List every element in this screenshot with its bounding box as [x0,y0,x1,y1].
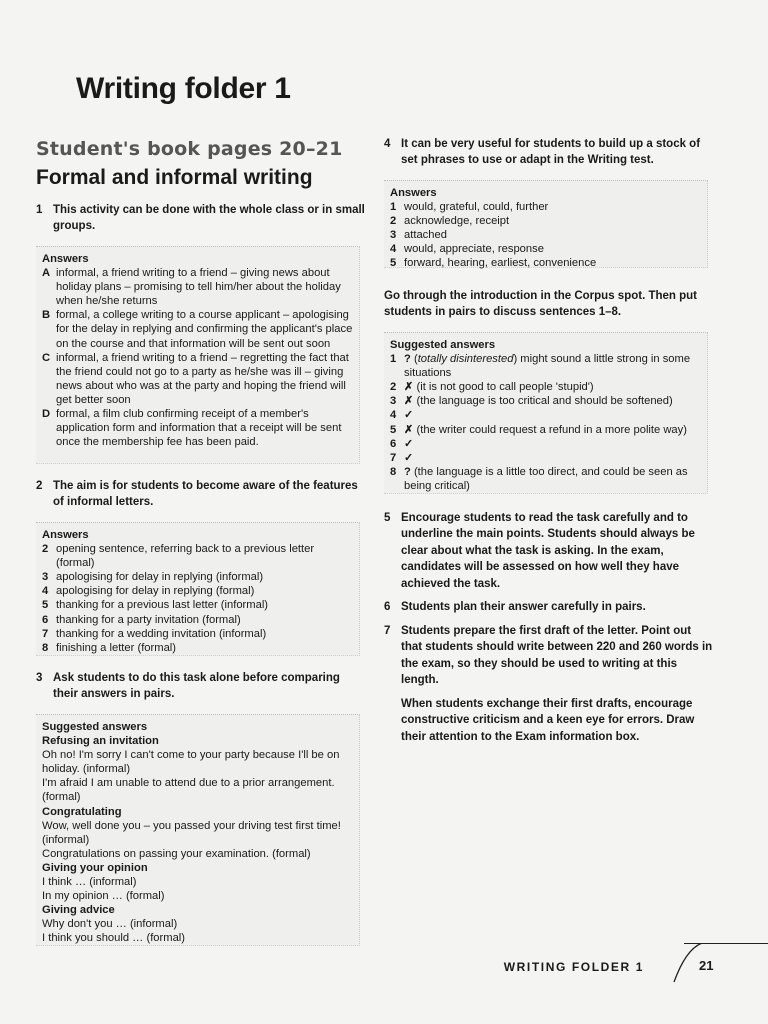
instruction-text: This activity can be done with the whole class or in small groups. [53,204,365,232]
answer-item: 2 ✗ (it is not good to call people 'stupid') [390,381,594,394]
answer-item: 1 would, grateful, could, further [390,201,549,214]
mark-question: ? [404,353,411,366]
answers-box-1 [36,246,360,464]
mark-cross: ✗ [404,423,414,436]
instruction-number: 3 [36,672,43,684]
page-title: Writing folder 1 [76,72,291,105]
instruction-number: 1 [36,204,43,216]
answer-item: 7 ✓ [390,451,414,464]
answer-item: 6 ✓ [390,437,414,450]
footer-slash-icon [662,943,702,983]
answer-item: 5 forward, hearing, earliest, convenience [390,257,597,270]
closing-paragraph: When students exchange their first drafts, encourage constructive criticism and a keen eye for errors. Draw their attention to the Exam information box. [401,698,695,743]
instruction-7 [384,623,714,689]
answer-item: 4 ✓ [390,409,414,422]
answer-subheading: Giving your opinion [42,861,148,874]
answer-line: I think you should … (formal) [42,932,186,945]
footer-label: WRITING FOLDER 1 [503,960,644,974]
instruction-4 [384,136,714,168]
mark-tick: ✓ [404,409,414,422]
section-heading: Formal and informal writing [36,166,313,189]
answer-item: 4 apologising for delay in replying (formal) [42,585,255,598]
answer-item: 2 opening sentence, referring back to a previous letter (formal) [42,543,315,570]
answer-item: 3 ✗ (the language is too critical and should be softened) [390,395,673,408]
answer-line: I'm afraid I am unable to attend due to a prior arrangement. (formal) [42,777,335,804]
mark-cross: ✗ [404,381,414,394]
answer-subheading: Giving advice [42,904,115,917]
answers-header: Suggested answers [390,339,496,351]
answer-line: I think … (informal) [42,876,137,889]
answer-line: In my opinion … (formal) [42,890,165,903]
instruction-number: 6 [384,601,391,613]
instruction-text: Students plan their answer carefully in pairs. [401,601,646,613]
answer-item: 7 thanking for a wedding invitation (informal) [42,627,267,640]
mark-tick: ✓ [404,451,414,464]
answer-item: D formal, a film club confirming receipt of a member's application form and information that a receipt will be sent once the membership fee has been paid. [42,408,342,449]
instruction-number: 5 [384,512,391,524]
instruction-text: The aim is for students to become aware of the features of informal letters. [53,480,358,508]
answer-item: B formal, a college writing to a course applicant – apologising for the delay in replying and confirming the applicant's place on the course and that information will be sent out soon [42,309,353,350]
answer-line: Wow, well done you – you passed your driving test first time! (informal) [42,819,341,846]
instruction-2 [36,478,366,510]
answer-item: 4 would, appreciate, response [390,243,544,256]
answer-item: 5 ✗ (the writer could request a refund in a more polite way) [390,423,687,436]
answer-line: Congratulations on passing your examination. (formal) [42,847,311,860]
answers-header: Suggested answers [42,721,148,733]
answer-line: Why don't you … (informal) [42,918,178,931]
mark-tick: ✓ [404,437,414,450]
instruction-text: It can be very useful for students to build up a stock of set phrases to use or adapt in the Writing test. [401,138,701,166]
answer-item: A informal, a friend writing to a friend – giving news about holiday plans – promising to tell him/her about the holiday when he/she returns [42,267,341,308]
instruction-6 [384,599,714,615]
answer-item: 2 acknowledge, receipt [390,215,510,228]
answers-header: Answers [390,187,437,199]
answers-header: Answers [42,529,89,541]
instruction-1 [36,202,366,234]
mark-question: ? [404,465,411,478]
answer-item: 3 attached [390,229,447,242]
instruction-number: 2 [36,480,43,492]
answer-item: 3 apologising for delay in replying (informal) [42,571,264,584]
answer-item: 1 ? (totally disinterested) might sound a little strong in some situations [390,353,691,380]
instruction-number: 7 [384,625,391,637]
answer-item: 5 thanking for a previous last letter (informal) [42,599,269,612]
instruction-text: Students prepare the first draft of the letter. Point out that students should write between 220 and 260 words in the exam, so they should be used to writing at this length. [401,625,713,687]
answer-subheading: Congratulating [42,805,122,818]
page-number: 21 [699,958,714,973]
instruction-text: Encourage students to read the task carefully and to underline the main points. Students should always be clear about what the task is asking. In the exam, candidates will be assessed on how well they have achieved the task. [401,512,695,590]
mark-cross: ✗ [404,395,414,408]
instruction-text: Ask students to do this task alone before comparing their answers in pairs. [53,672,340,700]
answer-subheading: Refusing an invitation [42,735,159,748]
instruction-3 [36,670,366,702]
corpus-instruction: Go through the introduction in the Corpus spot. Then put students in pairs to discuss sentences 1–8. [384,290,698,319]
answer-line: Oh no! I'm sorry I can't come to your party because I'll be on holiday. (informal) [42,749,340,776]
instruction-5 [384,510,714,592]
answers-header: Answers [42,253,89,265]
corpus-suggested-answers-box [384,332,708,494]
suggested-answers-box-3 [36,714,360,946]
pages-reference: Student's book pages 20–21 [36,138,343,160]
answer-item: C informal, a friend writing to a friend – regretting the fact that the friend could not go to a party as he/she was ill – giving news about who was at the party and hoping the friend will get better soon [42,351,349,406]
answer-item: 6 thanking for a party invitation (formal) [42,613,241,626]
answers-box-4 [384,180,708,268]
instruction-number: 4 [384,138,391,150]
answer-item: 8 ? (the language is a little too direct, and could be seen as being critical) [390,465,688,492]
answer-item: 8 finishing a letter (formal) [42,641,176,654]
answers-box-2 [36,522,360,656]
